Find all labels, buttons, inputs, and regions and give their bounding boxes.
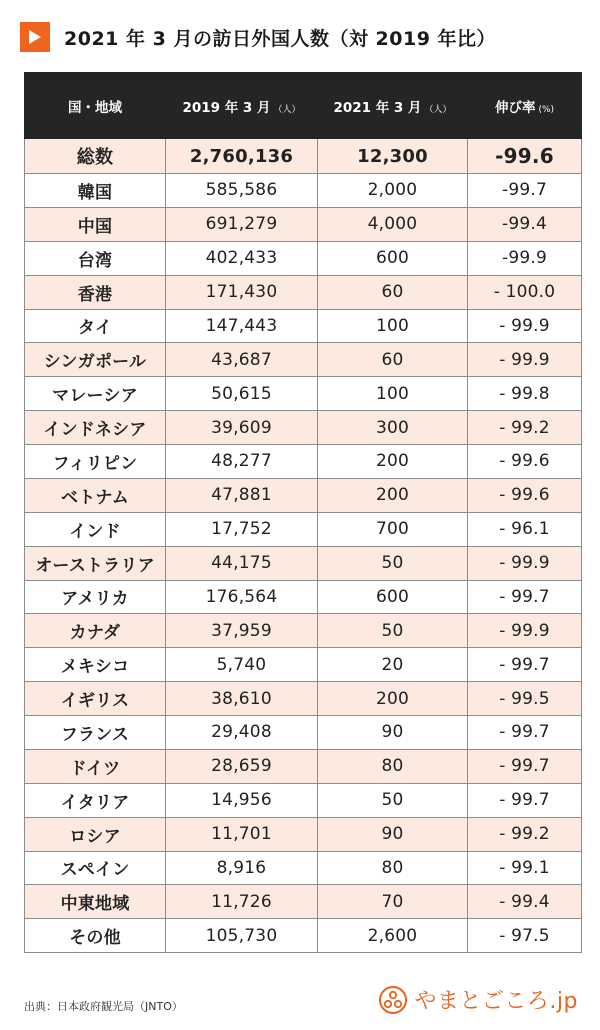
brand-logo-icon: [378, 985, 408, 1015]
total-2021-value: 12,300: [318, 139, 468, 174]
column-header-2019: 2019 年 3 月 （人）: [166, 73, 318, 139]
visitors-table: [24, 72, 582, 953]
total-rate-value: -99.6: [468, 139, 582, 174]
growth-rate: - 99.8: [468, 377, 582, 411]
table-row: [25, 716, 582, 750]
value-2019: 47,881: [166, 478, 318, 512]
table-row: [25, 512, 582, 546]
country-name: ロシア: [25, 817, 166, 851]
growth-rate: - 99.7: [468, 716, 582, 750]
country-name: フランス: [25, 716, 166, 750]
total-2019-value: 2,760,136: [166, 139, 318, 174]
value-2019: 39,609: [166, 411, 318, 445]
growth-rate: - 99.9: [468, 546, 582, 580]
table-row: [25, 275, 582, 309]
table-row: [25, 309, 582, 343]
value-2021: 80: [318, 749, 468, 783]
country-name: インドネシア: [25, 411, 166, 445]
growth-rate: - 99.7: [468, 580, 582, 614]
value-2019: 48,277: [166, 445, 318, 479]
value-2021: 100: [318, 377, 468, 411]
value-2021: 200: [318, 478, 468, 512]
value-2019: 14,956: [166, 783, 318, 817]
growth-rate: - 99.1: [468, 851, 582, 885]
table-row: [25, 919, 582, 953]
growth-rate: - 99.9: [468, 343, 582, 377]
growth-rate: - 99.7: [468, 648, 582, 682]
brand-logo: [378, 984, 578, 1015]
table-row: [25, 377, 582, 411]
growth-rate: - 99.9: [468, 614, 582, 648]
table-row: [25, 546, 582, 580]
country-name: オーストラリア: [25, 546, 166, 580]
value-2021: 60: [318, 343, 468, 377]
table-row: [25, 411, 582, 445]
country-name: メキシコ: [25, 648, 166, 682]
column-unit: (%): [538, 104, 555, 115]
value-2021: 90: [318, 716, 468, 750]
column-unit: （人）: [273, 104, 301, 115]
country-name: イギリス: [25, 682, 166, 716]
table-row: [25, 478, 582, 512]
value-2019: 17,752: [166, 512, 318, 546]
value-2019: 50,615: [166, 377, 318, 411]
country-name: 中東地域: [25, 885, 166, 919]
value-2019: 28,659: [166, 749, 318, 783]
table-row: [25, 783, 582, 817]
column-unit: （人）: [424, 104, 452, 115]
value-2019: 8,916: [166, 851, 318, 885]
table-row: [25, 817, 582, 851]
table-row: [25, 580, 582, 614]
table-row: [25, 343, 582, 377]
value-2021: 20: [318, 648, 468, 682]
country-name: 台湾: [25, 241, 166, 275]
country-name: タイ: [25, 309, 166, 343]
country-name: シンガポール: [25, 343, 166, 377]
table-row: [25, 885, 582, 919]
growth-rate: - 99.4: [468, 885, 582, 919]
value-2019: 43,687: [166, 343, 318, 377]
value-2021: 60: [318, 275, 468, 309]
value-2021: 300: [318, 411, 468, 445]
growth-rate: - 99.7: [468, 749, 582, 783]
country-name: イタリア: [25, 783, 166, 817]
value-2019: 171,430: [166, 275, 318, 309]
value-2021: 200: [318, 445, 468, 479]
value-2021: 50: [318, 614, 468, 648]
page-title: 2021 年 3 月の訪日外国人数（対 2019 年比）: [64, 27, 497, 50]
value-2019: 38,610: [166, 682, 318, 716]
growth-rate: - 100.0: [468, 275, 582, 309]
country-name: マレーシア: [25, 377, 166, 411]
source-note: 出典：日本政府観光局（JNTO）: [24, 1000, 183, 1013]
title-bar: [20, 20, 496, 54]
value-2019: 176,564: [166, 580, 318, 614]
growth-rate: - 99.7: [468, 783, 582, 817]
play-arrow-icon: [20, 22, 50, 52]
country-name: スペイン: [25, 851, 166, 885]
value-2021: 600: [318, 241, 468, 275]
value-2019: 37,959: [166, 614, 318, 648]
value-2019: 402,433: [166, 241, 318, 275]
country-name: インド: [25, 512, 166, 546]
country-name: ドイツ: [25, 749, 166, 783]
value-2021: 50: [318, 546, 468, 580]
growth-rate: -99.9: [468, 241, 582, 275]
growth-rate: -99.7: [468, 174, 582, 208]
value-2019: 11,726: [166, 885, 318, 919]
value-2019: 11,701: [166, 817, 318, 851]
growth-rate: -99.4: [468, 207, 582, 241]
table-row: [25, 851, 582, 885]
country-name: 韓国: [25, 174, 166, 208]
value-2021: 2,000: [318, 174, 468, 208]
table-row: [25, 614, 582, 648]
table-header-row: [25, 73, 582, 139]
country-name: カナダ: [25, 614, 166, 648]
total-row: [25, 139, 582, 174]
value-2021: 90: [318, 817, 468, 851]
value-2019: 147,443: [166, 309, 318, 343]
value-2021: 600: [318, 580, 468, 614]
growth-rate: - 99.2: [468, 411, 582, 445]
value-2019: 44,175: [166, 546, 318, 580]
value-2019: 585,586: [166, 174, 318, 208]
value-2019: 105,730: [166, 919, 318, 953]
table-row: [25, 207, 582, 241]
country-name: フィリピン: [25, 445, 166, 479]
brand-logo-text: やまとごころ.jp: [414, 989, 578, 1014]
country-name: 中国: [25, 207, 166, 241]
growth-rate: - 99.9: [468, 309, 582, 343]
table-row: [25, 749, 582, 783]
value-2021: 2,600: [318, 919, 468, 953]
table-row: [25, 241, 582, 275]
value-2021: 200: [318, 682, 468, 716]
table-row: [25, 174, 582, 208]
column-header-region: 国・地域: [25, 73, 166, 139]
table-row: [25, 648, 582, 682]
growth-rate: - 97.5: [468, 919, 582, 953]
growth-rate: - 99.5: [468, 682, 582, 716]
growth-rate: - 99.2: [468, 817, 582, 851]
table-row: [25, 682, 582, 716]
growth-rate: - 99.6: [468, 478, 582, 512]
country-name: その他: [25, 919, 166, 953]
total-label: 総数: [25, 139, 166, 174]
growth-rate: - 96.1: [468, 512, 582, 546]
value-2021: 80: [318, 851, 468, 885]
country-name: アメリカ: [25, 580, 166, 614]
value-2019: 691,279: [166, 207, 318, 241]
value-2021: 50: [318, 783, 468, 817]
table-row: [25, 445, 582, 479]
country-name: ベトナム: [25, 478, 166, 512]
column-header-rate: 伸び率 (%): [468, 73, 582, 139]
value-2021: 4,000: [318, 207, 468, 241]
value-2021: 700: [318, 512, 468, 546]
column-header-2021: 2021 年 3 月 （人）: [318, 73, 468, 139]
value-2021: 70: [318, 885, 468, 919]
country-name: 香港: [25, 275, 166, 309]
value-2019: 5,740: [166, 648, 318, 682]
value-2021: 100: [318, 309, 468, 343]
value-2019: 29,408: [166, 716, 318, 750]
growth-rate: - 99.6: [468, 445, 582, 479]
